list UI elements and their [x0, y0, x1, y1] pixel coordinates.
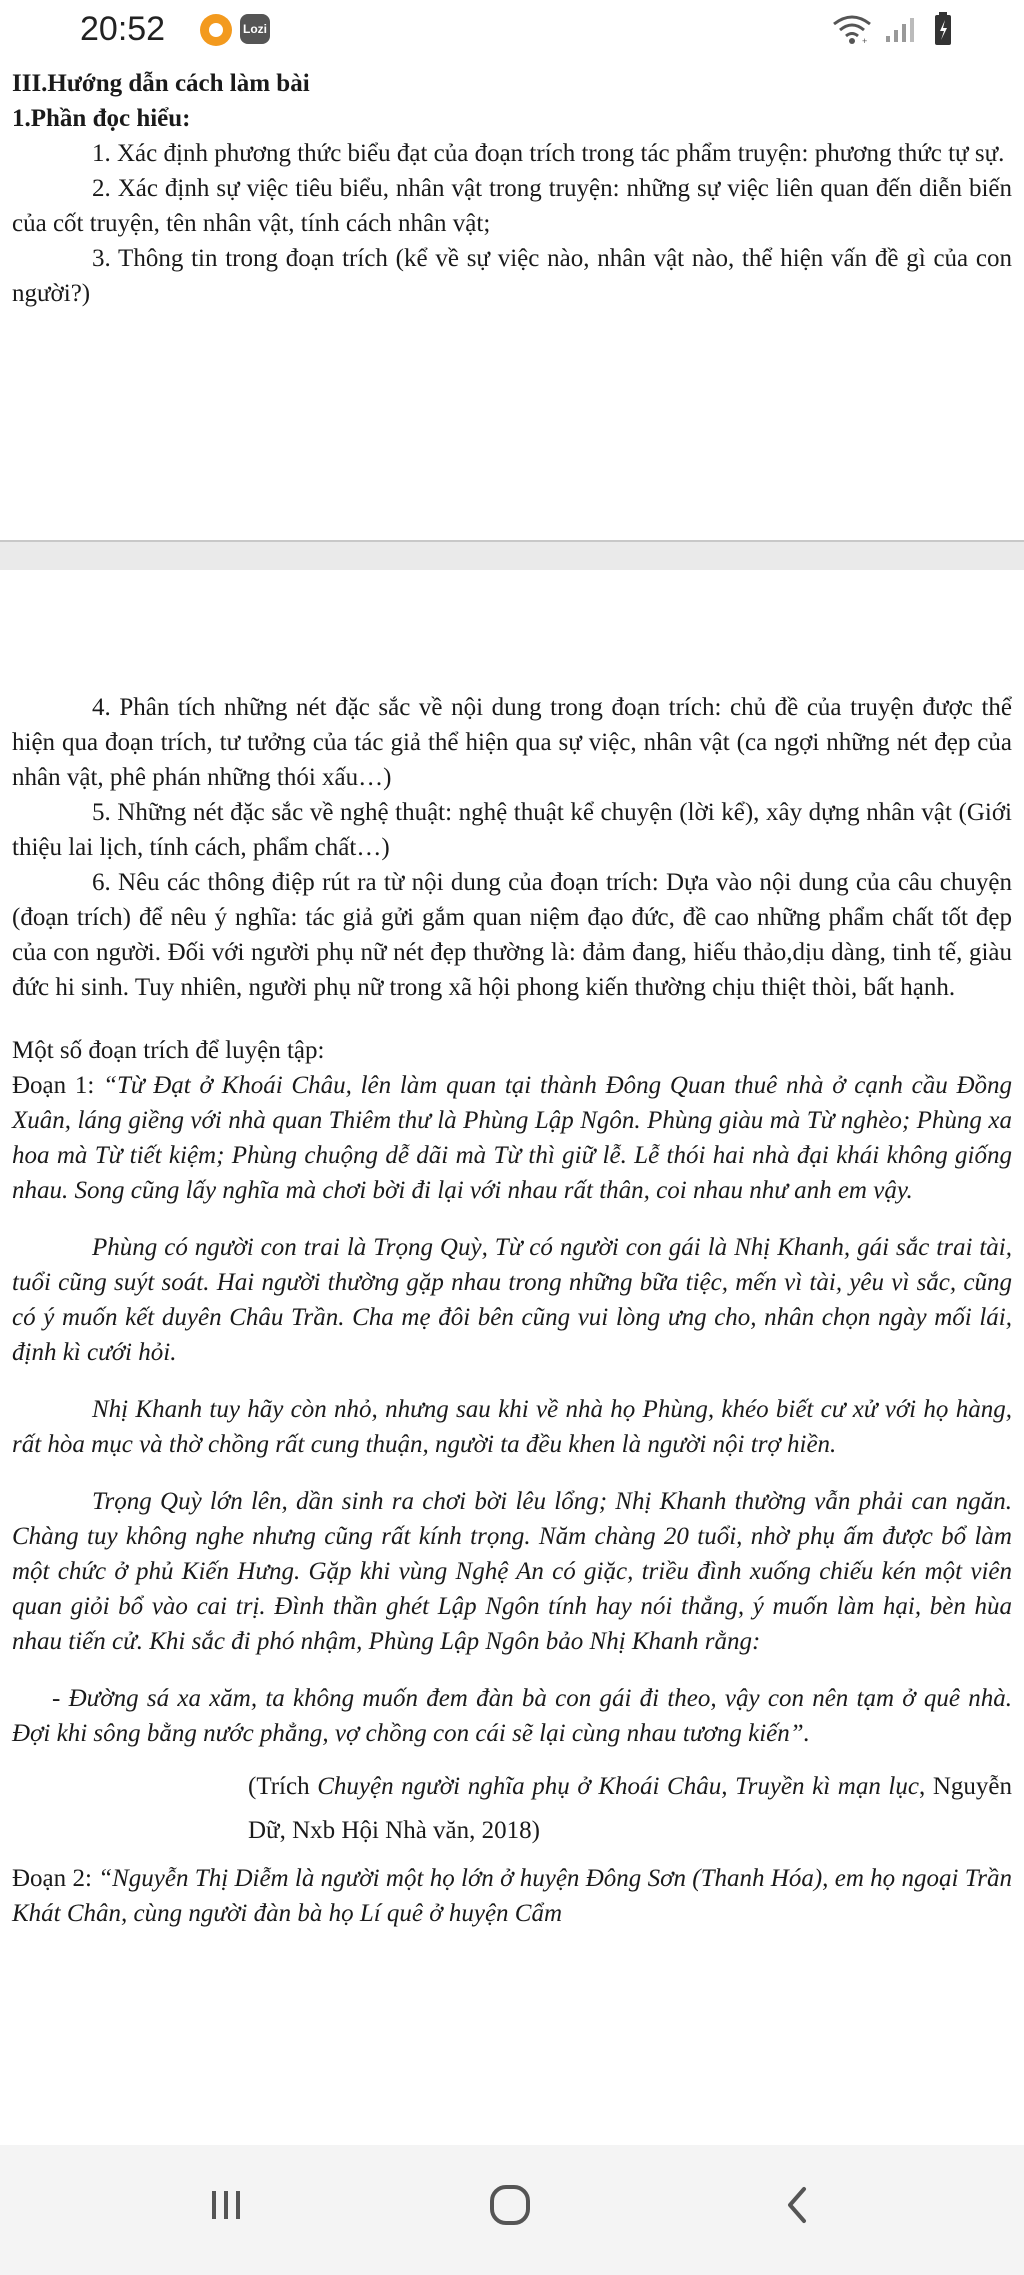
wifi-icon: [832, 12, 872, 46]
guide-item-4: 4. Phân tích những nét đặc sắc về nội dung trong đoạn trích: chủ đề của truyện được thể hiện qua đoạn trích, tư tưởng của tác giả thể hiện qua sự việc, nhân vật (ca ngợi những nét đẹp của nhân vật, phê phán những thói xấu…): [12, 694, 1012, 791]
svg-text:+: +: [862, 36, 868, 46]
excerpt-1-text: “Từ Đạt ở Khoái Châu, lên làm quan tại thành Đông Quan thuê nhà ở cạnh cầu Đồng Xuân, láng giềng với nhà quan Thiêm thư là Phùng Lập Ngôn. Phùng giàu mà Từ nghèo; Phùng xa hoa mà Từ tiết kiệm; Phùng chuộng dễ dãi mà Từ thì giữ lễ. Lễ thói hai nhà đại khái không giống nhau. Song cũng lấy nghĩa mà chơi bời đi lại với nhau rất thân, coi nhau như anh em vậy.: [12, 1072, 1012, 1204]
notification-app-icon: [200, 14, 232, 46]
excerpt-1-para-5: - Đường sá xa xăm, ta không muốn đem đàn bà con gái đi theo, vậy con nên tạm ở quê nhà. Đợi khi sông bằng nước phẳng, vợ chồng con cái sẽ lại cùng nhau tương kiến”.: [12, 1685, 1012, 1747]
excerpt-1-para-3: Nhị Khanh tuy hãy còn nhỏ, nhưng sau khi về nhà họ Phùng, khéo biết cư xử với họ hàng, rất hòa mục và thờ chồng rất cung thuận, người ta đều khen là người nội trợ hiền.: [12, 1396, 1012, 1458]
guide-item-2: 2. Xác định sự việc tiêu biểu, nhân vật trong truyện: những sự việc liên quan đến diễn biến của cốt truyện, tên nhân vật, tính cách nhân vật;: [12, 175, 1012, 237]
document-body-bottom: [12, 690, 1012, 1931]
battery-icon: [934, 12, 952, 46]
guide-item-3: 3. Thông tin trong đoạn trích (kể về sự việc nào, nhân vật nào, thể hiện vấn đề gì của con người?): [12, 245, 1012, 307]
status-bar: [0, 0, 1024, 60]
back-button[interactable]: [758, 2175, 838, 2235]
citation-title: Chuyện người nghĩa phụ ở Khoái Châu, Truyền kì mạn lục: [317, 1773, 919, 1800]
document-page-1: [0, 60, 1024, 540]
back-icon: [776, 2183, 820, 2227]
practice-heading: Một số đoạn trích để luyện tập:: [12, 1037, 325, 1064]
excerpt-1-para-2: Phùng có người con trai là Trọng Quỳ, Từ có người con gái là Nhị Khanh, gái sắc trai tài, tuổi cũng suýt soát. Hai người thường gặp nhau trong những bữa tiệc, mến vì tài, yêu vì sắc, cũng có ý muốn kết duyên Châu Trần. Cha mẹ đôi bên cũng vui lòng ưng cho, nhân chọn ngày mối lái, định kì cưới hỏi.: [12, 1234, 1012, 1366]
excerpt-2-text: “Nguyễn Thị Diễm là người một họ lớn ở huyện Đông Sơn (Thanh Hóa), em họ ngoại Trần Khát Chân, cùng người đàn bà họ Lí quê ở huyện Cẩm: [12, 1865, 1012, 1927]
document-page-2: [0, 570, 1024, 2145]
citation-suffix: , Nguyễn Dữ, Nxb Hội Nhà văn, 2018): [248, 1773, 1012, 1844]
status-time: 20:52: [80, 10, 166, 48]
excerpt-1-label: Đoạn 1:: [12, 1072, 104, 1099]
signal-icon: [882, 14, 922, 44]
excerpt-1-para-4: Trọng Quỳ lớn lên, dần sinh ra chơi bời lêu lổng; Nhị Khanh thường vẫn phải can ngăn. Chàng tuy không nghe nhưng cũng rất kính trọng. Năm chàng 20 tuổi, nhờ phụ ấm được bổ làm một chức ở phủ Kiến Hưng. Gặp khi vùng Nghệ An có giặc, triều đình xuống chiếu kén một viên quan giỏi bổ vào cai trị. Đình thần ghét Lập Ngôn tính hay nói thẳng, ý muốn làm hại, bèn hùa nhau tiến cử. Khi sắc đi phó nhậm, Phùng Lập Ngôn bảo Nhị Khanh rằng:: [12, 1488, 1012, 1655]
section-heading: III.Hướng dẫn cách làm bài: [12, 70, 310, 97]
guide-item-1: 1. Xác định phương thức biểu đạt của đoạn trích trong tác phẩm truyện: phương thức tự sự.: [92, 140, 1005, 167]
citation-prefix: (Trích: [248, 1773, 318, 1800]
home-button[interactable]: [470, 2175, 550, 2235]
recent-apps-button[interactable]: [186, 2175, 266, 2235]
guide-item-6: 6. Nêu các thông điệp rút ra từ nội dung của đoạn trích: Dựa vào nội dung của câu chuyện (đoạn trích) để nêu ý nghĩa: tác giả gửi gắm quan niệm đạo đức, đề cao những phẩm chất tốt đẹp của con người. Đối với người phụ nữ nét đẹp thường là: đảm đang, hiếu thảo,dịu dàng, tinh tế, giàu đức hi sinh. Tuy nhiên, người phụ nữ trong xã hội phong kiến thường chịu thiệt thòi, bất hạnh.: [12, 869, 1012, 1001]
recent-apps-icon: [204, 2183, 248, 2227]
page-separator: [0, 540, 1024, 572]
excerpt-2-label: Đoạn 2:: [12, 1865, 99, 1892]
guide-item-5: 5. Những nét đặc sắc về nghệ thuật: nghệ thuật kể chuyện (lời kể), xây dựng nhân vật (Giới thiệu lai lịch, tính cách, phẩm chất…): [12, 799, 1012, 861]
document-body-top: [12, 66, 1012, 311]
excerpt-1-para-1: [12, 1068, 1012, 1208]
lozi-app-icon: Lozi: [240, 14, 270, 44]
navigation-bar: [0, 2145, 1024, 2275]
reading-subheading: 1.Phần đọc hiểu:: [12, 105, 191, 132]
excerpt-2: [12, 1861, 1012, 1931]
home-icon: [485, 2180, 535, 2230]
excerpt-1-citation: [248, 1765, 1012, 1853]
